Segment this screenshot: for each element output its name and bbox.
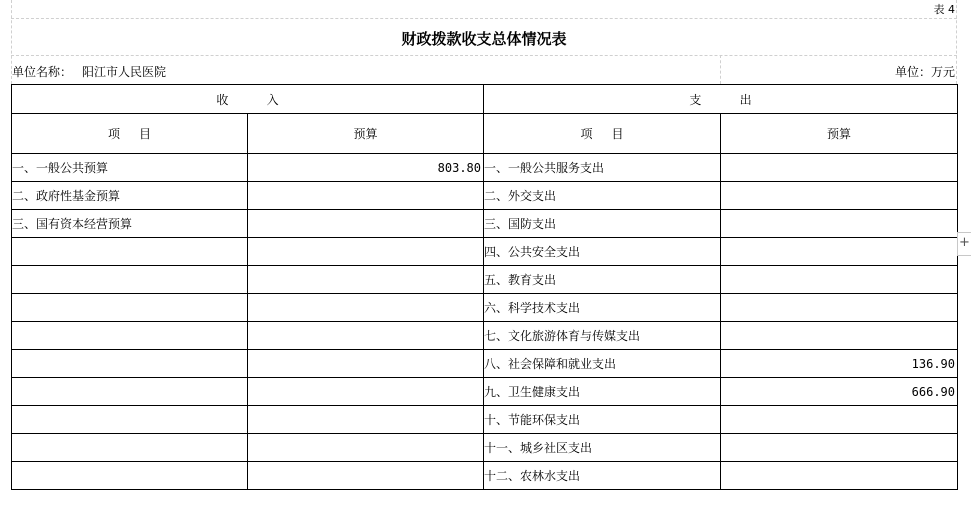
expense-item-cell[interactable]: 二、外交支出 — [484, 182, 721, 210]
grid-line — [956, 0, 957, 84]
income-item-cell[interactable] — [12, 238, 248, 266]
income-item-cell[interactable]: 三、国有资本经营预算 — [12, 210, 248, 238]
table-row — [12, 350, 958, 378]
income-budget-cell[interactable] — [248, 238, 484, 266]
grid-line — [11, 18, 957, 19]
income-budget-cell[interactable] — [248, 434, 484, 462]
expense-budget-cell[interactable] — [721, 210, 958, 238]
table-row — [12, 154, 958, 182]
expense-budget-cell[interactable] — [721, 462, 958, 490]
income-item-cell[interactable] — [12, 378, 248, 406]
grid-line — [720, 55, 721, 84]
income-item-cell[interactable] — [12, 462, 248, 490]
income-item-cell[interactable] — [12, 294, 248, 322]
income-item-cell[interactable] — [12, 322, 248, 350]
income-budget-cell[interactable] — [248, 322, 484, 350]
expense-budget-header[interactable]: 预算 — [721, 114, 958, 154]
expense-item-cell[interactable]: 七、文化旅游体育与传媒支出 — [484, 322, 721, 350]
income-item-cell[interactable]: 二、政府性基金预算 — [12, 182, 248, 210]
income-budget-cell[interactable] — [248, 266, 484, 294]
grid-line — [11, 55, 957, 56]
table-row — [12, 210, 958, 238]
page-title: 财政拨款收支总体情况表 — [401, 30, 567, 48]
income-budget-cell[interactable] — [248, 182, 484, 210]
table-number: 表 4 — [933, 3, 955, 16]
table-row — [12, 182, 958, 210]
unit-name — [12, 63, 166, 80]
expense-budget-cell[interactable] — [721, 266, 958, 294]
income-budget-cell[interactable] — [248, 210, 484, 238]
income-item-cell[interactable] — [12, 406, 248, 434]
income-header[interactable]: 收 入 — [12, 85, 484, 114]
expense-item-cell[interactable]: 四、公共安全支出 — [484, 238, 721, 266]
expense-item-cell[interactable]: 五、教育支出 — [484, 266, 721, 294]
expense-budget-cell[interactable] — [721, 406, 958, 434]
income-item-cell[interactable] — [12, 350, 248, 378]
expense-budget-cell[interactable] — [721, 294, 958, 322]
table-row — [12, 294, 958, 322]
income-budget-cell[interactable]: 803.80 — [248, 154, 484, 182]
expense-budget-cell[interactable] — [721, 434, 958, 462]
table-row — [12, 462, 958, 490]
expense-header[interactable]: 支 出 — [484, 85, 958, 114]
expense-budget-cell[interactable] — [721, 154, 958, 182]
income-budget-cell[interactable] — [248, 378, 484, 406]
income-budget-cell[interactable] — [248, 294, 484, 322]
income-item-cell[interactable] — [12, 266, 248, 294]
header-row-columns — [12, 114, 958, 154]
expense-item-cell[interactable]: 十、节能环保支出 — [484, 406, 721, 434]
expense-budget-cell[interactable] — [721, 322, 958, 350]
expense-budget-cell[interactable] — [721, 182, 958, 210]
unit-name-label: 单位名称： — [12, 65, 73, 79]
budget-table — [11, 84, 958, 490]
income-budget-cell[interactable] — [248, 406, 484, 434]
unit-measure: 单位：万元 — [894, 65, 955, 79]
unit-name-value: 阳江市人民医院 — [82, 65, 167, 79]
expense-budget-cell[interactable]: 666.90 — [721, 378, 958, 406]
table-row — [12, 266, 958, 294]
income-item-header[interactable]: 项 目 — [12, 114, 248, 154]
expense-item-header[interactable]: 项 目 — [484, 114, 721, 154]
add-icon[interactable]: + — [957, 232, 971, 256]
expense-item-cell[interactable]: 九、卫生健康支出 — [484, 378, 721, 406]
expense-item-cell[interactable]: 十二、农林水支出 — [484, 462, 721, 490]
table-row — [12, 378, 958, 406]
income-item-cell[interactable]: 一、一般公共预算 — [12, 154, 248, 182]
table-row — [12, 322, 958, 350]
income-budget-cell[interactable] — [248, 462, 484, 490]
table-row — [12, 238, 958, 266]
expense-item-cell[interactable]: 十一、城乡社区支出 — [484, 434, 721, 462]
expense-budget-cell[interactable]: 136.90 — [721, 350, 958, 378]
expense-budget-cell[interactable] — [721, 238, 958, 266]
income-budget-header[interactable]: 预算 — [248, 114, 484, 154]
expense-item-cell[interactable]: 八、社会保障和就业支出 — [484, 350, 721, 378]
header-row-section — [12, 85, 958, 114]
income-item-cell[interactable] — [12, 434, 248, 462]
income-budget-cell[interactable] — [248, 350, 484, 378]
table-row — [12, 406, 958, 434]
expense-item-cell[interactable]: 六、科学技术支出 — [484, 294, 721, 322]
table-row — [12, 434, 958, 462]
expense-item-cell[interactable]: 三、国防支出 — [484, 210, 721, 238]
expense-item-cell[interactable]: 一、一般公共服务支出 — [484, 154, 721, 182]
